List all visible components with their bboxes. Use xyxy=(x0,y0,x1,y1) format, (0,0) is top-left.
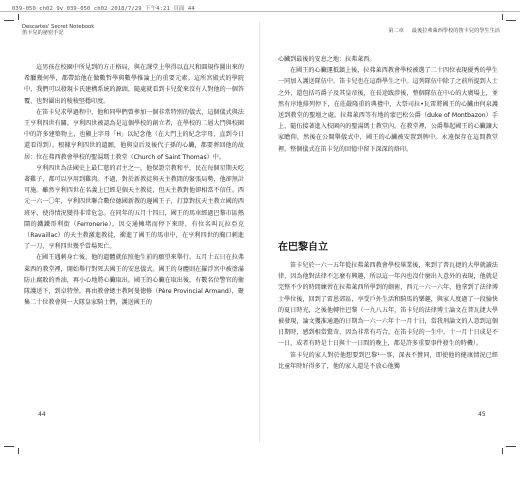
crop-mark-top-left-v xyxy=(18,14,19,20)
paragraph: 在國王的心臟運抵鎮上後，拉弗萊西教會學校被選了二十四位表現優秀的學生一同加入護送隊伍中，笛卡兒也在這群學生之中。這列隊伍中除了之前所提到人士之外，還包括巧爵子及其皇帝後，在長途跋涉後，整個隊伍在中心的大廣場上，並然有序地排列停下，在莊嚴隆重的典禮中，大祭司拉•瓦雷將國王的心臟由何泉護送到教堂的聖壇之處。拉弗萊西等有地的蒙巴松公爵（duke of Montbazon）手上，隨伍接著進入校園內的聖湯瑪士教堂內。在教堂裡，公爵舉起國王的心臟讓大家瞻仰，然後在公開舉儀式中，國王的心臟被安置到牌中。永遠保存在這間教堂裡。整個儀式在笛卡兒的回憶中留下深深的烙印。 xyxy=(278,67,498,153)
paragraph: 亨利四世為法國史上最仁慈的君主之一，他保證宗教和平，民在每個星期天吃著雞子，都可以享用到雞肉。不過，對於新教徒與天主教間的緊張局勢，他卻無計可施。雖然亨利四世在名義上已經是個天主教徒，但天主教對他卻相當不信任。西元一六一〇年，亨利四世聯合數位德國新教的邊國王子，打算對抗天主教立國的西班牙，使得情況變得非常危急。在同年的五月十四日，國王的馬車經過巴黎市區熱鬧的鐵鐵哥利街（Ferronerie），因交通擁堵而停下來時，有位名叫瓦拉亞克（Ravaillac）的天主教激進教徒，衝進了國王的馬車中，在亨利四世的胸口刺進了一刀，亨利四世幾乎當場死亡。 xyxy=(24,164,244,251)
crop-mark-top-left-h xyxy=(4,20,14,21)
running-head-chapter-title: 最後拉弗萊西學校的笛卡兒的學生生活 xyxy=(411,28,500,34)
paragraph: 在國王遇刺身亡後，他的遺體就依照他生前的願望來舉行。五月十五日在拉弗萊西的教堂裡，開始舉行對死去國王的安息儀式。國王的身體則在羅浮宮中被塗滿防止腐敗的香油，再小心地將心臟取出。國王的心臟在取出後，有數名位警官的衛隊護送下，到卓特堡。再由教會總主教阿曼徳修（Père Provincial Armand），聚集二十位教會與一大隊皇家騎士們，護送國王的 xyxy=(24,254,244,307)
crop-mark-bottom-right-h xyxy=(506,446,516,447)
paragraph: 這男孩在校園中所見到的方正格局，與在課堂上學得以直尺和圓規作圖出來的希臘幾何學，都帶給他在做數哲學與數學推論上的重要元素。這所宮殿式的學院中，我們可以發現卡氏建構系統的源頭，隨處就看到卡兒從來沒有人對他的一個答覆，也對圍出的稜稜堅穩印度。 xyxy=(24,64,244,105)
section-heading: 在巴黎自立 xyxy=(278,242,328,253)
left-body-text xyxy=(24,62,244,308)
crop-mark-top-right-v xyxy=(502,14,503,20)
running-head-chapter: 第二章 xyxy=(388,28,404,34)
crop-mark-bottom-left-h xyxy=(4,446,14,447)
paragraph: 心臟到最後的安息之地：拉弗萊西。 xyxy=(278,56,376,63)
right-page-number: 45 xyxy=(478,411,486,418)
right-body-text-bottom xyxy=(278,260,498,372)
crop-mark-top-right-h xyxy=(506,20,516,21)
left-page xyxy=(18,24,250,444)
slug-rule xyxy=(0,11,520,12)
running-head-english-title: Descartes' Secret Notebook xyxy=(22,24,95,30)
spread-fold xyxy=(259,22,260,442)
crop-mark-bottom-right-v xyxy=(502,448,503,454)
running-head-chinese-title: 笛卡兒的祕密手記 xyxy=(22,30,64,37)
print-slug: 039-050 ch02_9v_039-050 ch02 2018/7/29 下午4:21 頁面 44 xyxy=(12,6,195,12)
right-body-text-top xyxy=(278,54,498,155)
paragraph: 在笛卡兒求學過程中，他和同學們曾參加一個非常特別的儀式，這個儀式與法王亨利四世有關。亨利四世被認為是這個學校的創立者，在學校的二層大門與校園中的許多建築物上，也顯上字母「H」以紀念他（在大門上的紀念字母，直到今日還看得到）。根據亨利四世的遺願，他與皇后及後代子孫的心臟，都要葬回他的故居：位在弗西教會學校的聖湯瑪士教堂（Church of Saint Thomas）中。 xyxy=(24,108,244,161)
left-running-head xyxy=(22,24,94,36)
right-page xyxy=(272,24,504,444)
paragraph: 笛卡兒的家人對於他想要到巴黎¹一事，深表不贊同，即使他的健康情況已經比童年時好得多了，他的家人還是不放心他獨 xyxy=(278,351,498,370)
left-page-number: 44 xyxy=(38,411,46,418)
right-running-head xyxy=(388,28,500,34)
crop-mark-bottom-left-v xyxy=(18,448,19,454)
paragraph: 笛卡兒於一六一五年從拉弗萊西教會學校畢業後，來到了普瓦捷的大學就讀法律，因為他對法律不怎麼有興趣，所以這一年內也沒什麼出人意外的表現，他就是完整不少的時間練習在拉弗萊西所學到的劍術，西元一六一六年，他拿到了法律博士學位後，回到了雷恩郊區，享受戶外生活和騎馬的樂趣，與家人度過了一段愉快的夏日時光，之後他轉往巴黎（一九八五年，笛卡兒的法律博士論文在普瓦捷大學被發現，論文獲准通過的日期為一六一六年十一月十日，當我刑論文的人意到這個日期時，感到相當驚奇，因為非常有巧合，在笛卡兒的一生中，十一月十日成是不一日，成者有時是十日與十一日間的晚上，都是許多重要事件發生的時機）。 xyxy=(278,262,498,348)
